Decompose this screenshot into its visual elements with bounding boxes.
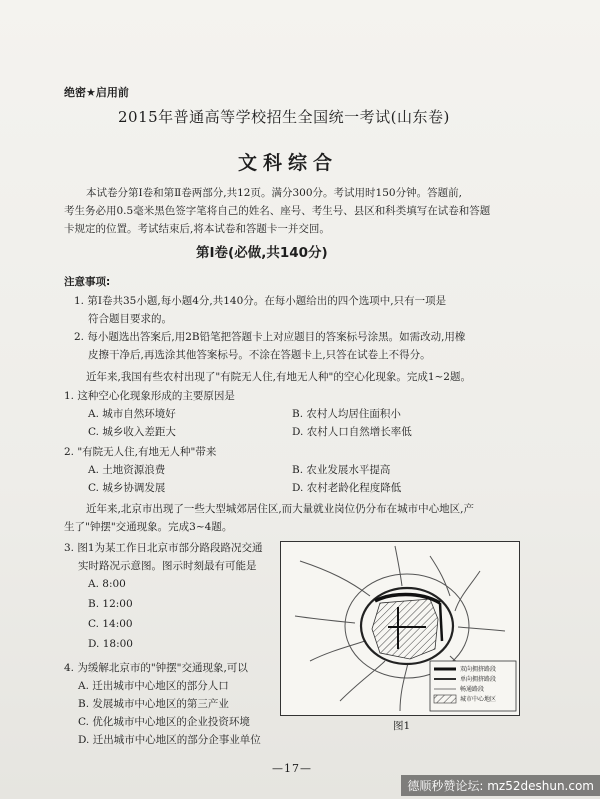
legend-one-way-label: 单向拥挤路段 [460,676,497,683]
q3-option-b: B. 12:00 [88,598,133,610]
q2-stem: 2. "有院无人住,有地无人种"带来 [64,446,217,458]
q1-stem: 1. 这种空心化现象形成的主要原因是 [64,390,235,402]
page-number: —17— [272,762,312,775]
q3-stem-line-1: 3. 图1为某工作日北京市部分路段路况交通 [64,542,263,554]
note-line-4: 皮擦干净后,再选涂其他答案标号。不涂在答题卡上,只答在试卷上不得分。 [88,349,431,361]
notes-heading: 注意事项: [64,276,111,288]
confidential-label: 绝密★启用前 [64,86,129,99]
part-one-title: 第Ⅰ卷(必做,共140分) [196,245,328,261]
passage-2-line-2: 生了"钟摆"交通现象。完成3~4题。 [64,521,233,533]
legend-center-label: 城市中心地区 [460,696,497,703]
intro-line-3: 卡规定的位置。考试结束后,将本试卷和答题卡一并交回。 [64,223,330,235]
q3-option-d: D. 18:00 [88,638,133,650]
legend-center-swatch [434,695,456,703]
q2-option-c: C. 城乡协调发展 [88,482,166,494]
q4-option-d: D. 迁出城市中心地区的部分企事业单位 [78,734,261,746]
note-line-1: 1. 第Ⅰ卷共35小题,每小题4分,共140分。在每小题给出的四个选项中,只有一项是 [74,295,447,307]
city-center-area [372,599,438,659]
q1-option-b: B. 农村人均居住面积小 [292,408,401,420]
note-line-3: 2. 每小题选出答案后,用2B铅笔把答题卡上对应题目的答案标号涂黑。如需改动,用橡 [74,331,466,343]
q1-option-d: D. 农村人口自然增长率低 [292,426,412,438]
q4-stem: 4. 为缓解北京市的"钟摆"交通现象,可以 [64,662,248,674]
q3-option-c: C. 14:00 [88,618,133,630]
forum-watermark: 德顺秒赞论坛: mz52deshun.com [401,775,600,796]
legend-two-way-label: 双向拥挤路段 [460,666,497,673]
q3-option-a: A. 8:00 [88,578,126,590]
q2-option-a: A. 土地资源浪费 [88,464,166,476]
q1-option-a: A. 城市自然环境好 [88,408,176,420]
q2-option-d: D. 农村老龄化程度降低 [292,482,402,494]
beijing-traffic-map [280,541,520,716]
passage-2-line-1: 近年来,北京市出现了一些大型城郊居住区,而大量就业岗位仍分布在城市中心地区,产 [86,503,475,515]
q1-option-c: C. 城乡收入差距大 [88,426,176,438]
figure-caption: 图1 [393,720,411,732]
intro-line-1: 本试卷分第Ⅰ卷和第Ⅱ卷两部分,共12页。满分300分。考试用时150分钟。答题前, [86,187,462,199]
q4-option-c: C. 优化城市中心地区的企业投资环境 [78,716,250,728]
q4-option-b: B. 发展城市中心地区的第三产业 [78,698,229,710]
subject-title: 文科综合 [238,152,339,174]
exam-title: 2015年普通高等学校招生全国统一考试(山东卷) [118,108,450,126]
note-line-2: 符合题目要求的。 [88,313,172,325]
q4-option-a: A. 迁出城市中心地区的部分人口 [78,680,229,692]
q2-option-b: B. 农业发展水平提高 [292,464,391,476]
passage-1: 近年来,我国有些农村出现了"有院无人住,有地无人种"的空心化现象。完成1~2题。 [86,371,471,383]
q3-stem-line-2: 实时路况示意图。图示时刻最有可能是 [78,560,257,572]
legend-smooth-label: 畅通路段 [460,686,485,693]
intro-line-2: 考生务必用0.5毫米黑色签字笔将自己的姓名、座号、考生号、县区和科类填写在试卷和答题 [64,205,491,217]
